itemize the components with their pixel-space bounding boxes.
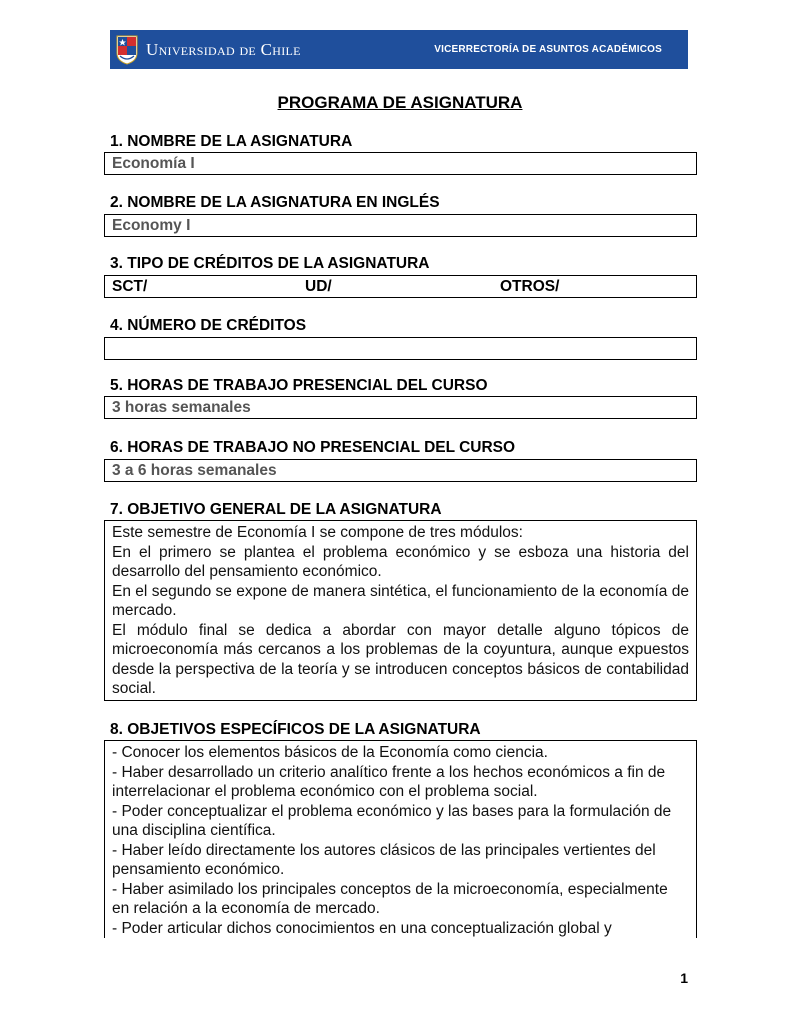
credit-type-ud: UD/ xyxy=(305,278,332,295)
section-1-heading: 1. NOMBRE DE LA ASIGNATURA xyxy=(110,133,353,150)
course-name-field: Economía I xyxy=(104,152,697,175)
section-6-heading: 6. HORAS DE TRABAJO NO PRESENCIAL DEL CURSO xyxy=(110,439,516,456)
section-3-heading: 3. TIPO DE CRÉDITOS DE LA ASIGNATURA xyxy=(110,255,430,272)
specific-objective-item: - Haber asimilado los principales conceptos de la microeconomía, especialmente en relación a la economía de mercado. xyxy=(112,880,668,917)
general-objective-box xyxy=(104,520,697,701)
section-4-heading: 4. NÚMERO DE CRÉDITOS xyxy=(110,317,307,334)
university-crest-icon xyxy=(116,35,138,65)
university-header-banner xyxy=(110,30,688,69)
non-presential-hours-field: 3 a 6 horas semanales xyxy=(104,459,697,482)
specific-objectives-box xyxy=(104,740,697,938)
general-objective-paragraph: En el segundo se expone de manera sintética, el funcionamiento de la economía de mercado. xyxy=(112,582,689,619)
general-objective-paragraph: En el primero se plantea el problema económico y se esboza una historia del desarrollo del pensamiento económico. xyxy=(112,543,689,580)
section-8-heading: 8. OBJETIVOS ESPECÍFICOS DE LA ASIGNATURA xyxy=(110,721,481,738)
section-7-heading: 7. OBJETIVO GENERAL DE LA ASIGNATURA xyxy=(110,501,442,518)
credit-type-field xyxy=(104,275,697,298)
specific-objective-item: - Poder conceptualizar el problema económico y las bases para la formulación de una disciplina científica. xyxy=(112,802,672,839)
presential-hours-field: 3 horas semanales xyxy=(104,396,697,419)
general-objective-paragraph: Este semestre de Economía I se compone de tres módulos: xyxy=(112,524,523,541)
credit-type-otros: OTROS/ xyxy=(500,278,560,295)
page-number: 1 xyxy=(680,970,688,986)
university-name: Universidad de Chile xyxy=(146,39,301,59)
specific-objective-item: - Haber leído directamente los autores clásicos de las principales vertientes del pensamiento económico. xyxy=(112,841,656,878)
course-name-english-field: Economy I xyxy=(104,214,697,237)
section-5-heading: 5. HORAS DE TRABAJO PRESENCIAL DEL CURSO xyxy=(110,377,488,394)
credit-type-sct: SCT/ xyxy=(112,278,148,295)
general-objective-paragraph: El módulo final se dedica a abordar con mayor detalle alguno tópicos de microeconomía más cercanos a los problemas de la coyuntura, aunque expuestos desde la perspectiva de la teoría y se introducen conceptos básicos de contabilidad social. xyxy=(112,621,689,697)
document-title: PROGRAMA DE ASIGNATURA xyxy=(277,93,523,112)
credits-number-field xyxy=(104,337,697,360)
specific-objective-item: - Haber desarrollado un criterio analítico frente a los hechos económicos a fin de interrelacionar el problema económico con el problema social. xyxy=(112,763,666,800)
specific-objective-item: - Poder articular dichos conocimientos en una conceptualización global y xyxy=(112,919,612,937)
section-2-heading: 2. NOMBRE DE LA ASIGNATURA EN INGLÉS xyxy=(110,194,440,211)
vicerrectoria-label: VICERRECTORÍA DE ASUNTOS ACADÉMICOS xyxy=(434,44,662,55)
specific-objective-item: - Conocer los elementos básicos de la Economía como ciencia. xyxy=(112,744,548,761)
